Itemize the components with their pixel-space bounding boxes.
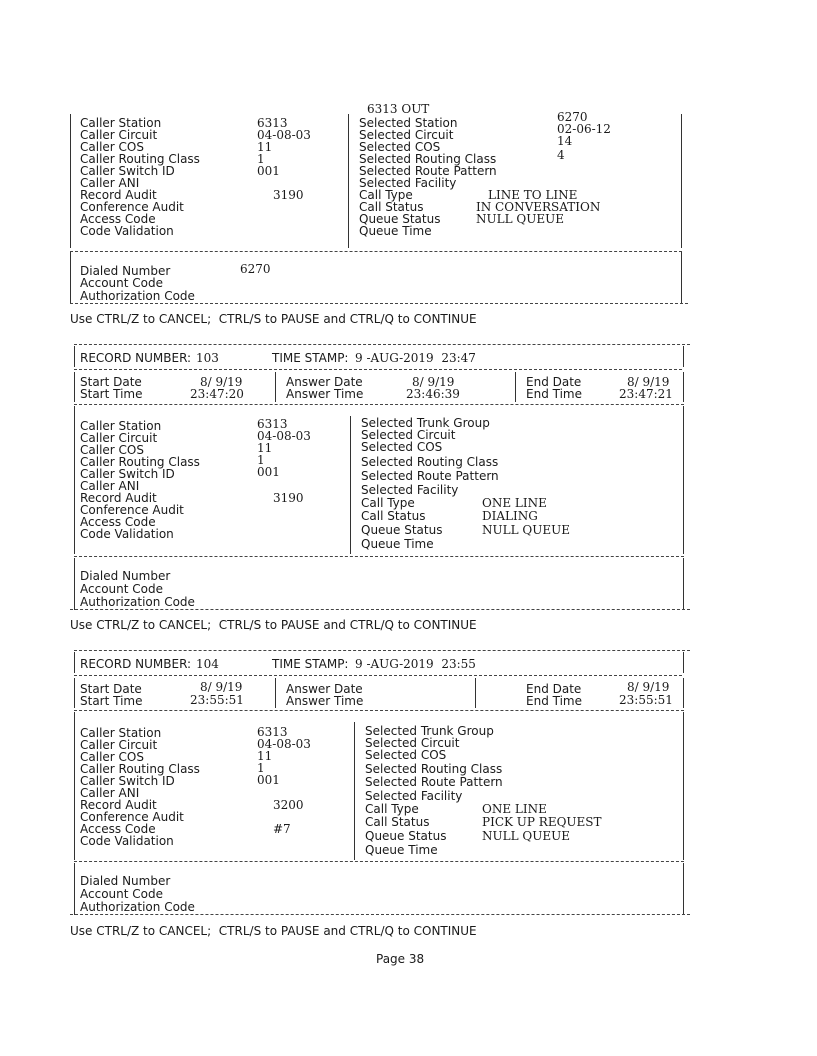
caller-switch-id-value: 001 [257,164,280,178]
code-validation-label: Code Validation [80,527,174,541]
right-border [683,863,684,915]
caller-ani-label: Caller ANI [80,176,140,190]
start-date-label: Start Date [80,375,142,389]
end-time-value: 23:55:51 [619,693,673,707]
caller-switch-id-label: Caller Switch ID [80,164,175,178]
call-type-label: Call Type [365,802,419,816]
left-border [74,712,75,860]
queue-time-label: Queue Time [359,224,432,238]
record-audit-label: Record Audit [80,798,157,812]
time-stamp-label: TIME STAMP: [272,657,349,671]
left-border [70,252,71,304]
authorization-code-label: Authorization Code [80,900,195,914]
call-type-value: ONE LINE [482,802,547,816]
access-code-label: Access Code [80,822,156,836]
left-border [74,652,75,673]
caller-circuit-value: 04-08-03 [257,737,311,751]
section-divider [70,609,690,610]
right-border [683,406,684,554]
record-audit-value: 3190 [273,491,304,505]
start-date-label: Start Date [80,682,142,696]
left-border [74,558,75,610]
record-number-value: 103 [196,351,219,365]
conference-audit-label: Conference Audit [80,503,184,517]
account-code-label: Account Code [80,582,163,596]
end-date-label: End Date [526,682,582,696]
caller-cos-label: Caller COS [80,140,144,154]
caller-routing-class-label: Caller Routing Class [80,455,200,469]
call-status-label: Call Status [361,509,426,523]
block-top-border [74,650,690,651]
caller-cos-value: 11 [257,749,273,763]
selected-route-pattern-label: Selected Route Pattern [359,164,497,178]
end-date-label: End Date [526,375,582,389]
caller-cos-label: Caller COS [80,750,144,764]
call-type-label: Call Type [359,188,413,202]
queue-time-label: Queue Time [361,537,434,551]
queue-status-label: Queue Status [361,523,443,537]
right-border [683,346,684,367]
date-column-divider [515,372,516,402]
selected-header-label: 6313 OUT [367,102,430,116]
continue-prompt: Use CTRL/Z to CANCEL; CTRL/S to PAUSE and CTRL/Q to CONTINUE [70,924,477,938]
selected-routing-class-label: Selected Routing Class [361,455,499,469]
selected-routing-class-value: 4 [557,148,565,162]
continue-prompt: Use CTRL/Z to CANCEL; CTRL/S to PAUSE and CTRL/Q to CONTINUE [70,618,477,632]
record-number-value: 104 [196,657,219,671]
end-date-value: 8/ 9/19 [627,680,670,694]
caller-circuit-value: 04-08-03 [257,128,311,142]
caller-station-label: Caller Station [80,419,162,433]
selected-facility-label: Selected Facility [361,483,459,497]
answer-time-value: 23:46:39 [406,387,460,401]
caller-switch-id-value: 001 [257,773,280,787]
section-divider [74,556,684,557]
answer-date-label: Answer Date [286,682,363,696]
queue-status-value: NULL QUEUE [476,212,564,226]
column-divider [348,114,349,248]
call-status-value: PICK UP REQUEST [482,815,602,829]
call-type-label: Call Type [361,496,415,510]
start-date-value: 8/ 9/19 [200,680,243,694]
caller-station-value: 6313 [257,417,288,431]
dialed-number-label: Dialed Number [80,569,171,583]
selected-cos-value: 14 [557,134,573,148]
selected-cos-label: Selected COS [359,140,441,154]
caller-station-value: 6313 [257,116,288,130]
section-divider [70,303,688,304]
start-time-value: 23:55:51 [190,693,244,707]
selected-station-value: 6270 [557,110,588,124]
selected-circuit-value: 02-06-12 [557,122,611,136]
queue-status-label: Queue Status [365,829,447,843]
time-stamp-label: TIME STAMP: [272,351,349,365]
left-border [74,346,75,367]
caller-routing-class-value: 1 [257,761,265,775]
selected-routing-class-label: Selected Routing Class [359,152,497,166]
selected-route-pattern-label: Selected Route Pattern [361,469,499,483]
authorization-code-label: Authorization Code [80,289,195,303]
selected-trunk-group-label: Selected Trunk Group [361,416,490,430]
call-status-label: Call Status [365,815,430,829]
left-border [74,372,75,402]
caller-routing-class-label: Caller Routing Class [80,762,200,776]
caller-circuit-label: Caller Circuit [80,431,158,445]
section-divider [70,251,682,252]
start-time-label: Start Time [80,694,143,708]
selected-routing-class-label: Selected Routing Class [365,762,503,776]
end-time-value: 23:47:21 [619,387,673,401]
page-number: Page 38 [376,952,425,966]
call-status-value: IN CONVERSATION [476,200,601,214]
conference-audit-label: Conference Audit [80,810,184,824]
left-border [74,863,75,915]
caller-routing-class-value: 1 [257,453,265,467]
right-border [683,652,684,673]
caller-cos-value: 11 [257,140,273,154]
left-border [74,678,75,708]
section-divider [74,369,682,370]
section-divider [70,914,690,915]
caller-routing-class-label: Caller Routing Class [80,152,200,166]
time-stamp-value: 9 -AUG-2019 23:55 [355,657,476,671]
queue-status-value: NULL QUEUE [482,829,570,843]
caller-circuit-label: Caller Circuit [80,738,158,752]
date-column-divider [475,678,476,708]
answer-date-value: 8/ 9/19 [412,375,455,389]
selected-station-label: Selected Station [359,116,458,130]
section-divider [74,861,684,862]
caller-ani-label: Caller ANI [80,479,140,493]
dialed-number-label: Dialed Number [80,264,171,278]
record-audit-value: 3200 [273,798,304,812]
caller-switch-id-label: Caller Switch ID [80,467,175,481]
time-stamp-value: 9 -AUG-2019 23:47 [355,351,476,365]
selected-route-pattern-label: Selected Route Pattern [365,775,503,789]
block-top-border [74,344,690,345]
selected-trunk-group-label: Selected Trunk Group [365,724,494,738]
caller-cos-value: 11 [257,441,273,455]
access-code-value: #7 [273,822,291,836]
caller-circuit-value: 04-08-03 [257,429,311,443]
continue-prompt: Use CTRL/Z to CANCEL; CTRL/S to PAUSE and CTRL/Q to CONTINUE [70,312,477,326]
record-audit-label: Record Audit [80,491,157,505]
selected-facility-label: Selected Facility [359,176,457,190]
selected-facility-label: Selected Facility [365,789,463,803]
call-status-label: Call Status [359,200,424,214]
caller-station-label: Caller Station [80,116,162,130]
call-type-value: ONE LINE [482,496,547,510]
caller-routing-class-value: 1 [257,152,265,166]
record-audit-label: Record Audit [80,188,157,202]
end-time-label: End Time [526,694,582,708]
selected-circuit-label: Selected Circuit [365,736,460,750]
left-border [70,114,71,248]
record-audit-value: 3190 [273,188,304,202]
queue-status-value: NULL QUEUE [482,523,570,537]
selected-cos-label: Selected COS [365,748,447,762]
answer-time-label: Answer Time [286,694,364,708]
date-column-divider [275,372,276,402]
column-divider [350,416,351,554]
answer-date-label: Answer Date [286,375,363,389]
account-code-label: Account Code [80,887,163,901]
caller-circuit-label: Caller Circuit [80,128,158,142]
caller-cos-label: Caller COS [80,443,144,457]
end-date-value: 8/ 9/19 [627,375,670,389]
right-border [683,712,684,860]
column-divider [354,722,355,860]
caller-switch-id-value: 001 [257,465,280,479]
caller-station-value: 6313 [257,725,288,739]
queue-time-label: Queue Time [365,843,438,857]
start-date-value: 8/ 9/19 [200,375,243,389]
selected-circuit-label: Selected Circuit [361,428,456,442]
code-validation-label: Code Validation [80,224,174,238]
call-type-value: LINE TO LINE [488,188,578,202]
start-time-value: 23:47:20 [190,387,244,401]
start-time-label: Start Time [80,387,143,401]
date-column-divider [275,678,276,708]
section-divider [74,675,682,676]
section-divider [74,710,684,711]
end-time-label: End Time [526,387,582,401]
right-border [683,558,684,610]
conference-audit-label: Conference Audit [80,200,184,214]
dialed-number-label: Dialed Number [80,874,171,888]
record-number-label: RECORD NUMBER: [80,657,192,671]
call-status-value: DIALING [482,509,538,523]
account-code-label: Account Code [80,276,163,290]
answer-time-label: Answer Time [286,387,364,401]
section-divider [74,404,684,405]
caller-switch-id-label: Caller Switch ID [80,774,175,788]
caller-ani-label: Caller ANI [80,786,140,800]
authorization-code-label: Authorization Code [80,595,195,609]
left-border [74,406,75,554]
selected-circuit-label: Selected Circuit [359,128,454,142]
record-number-label: RECORD NUMBER: [80,351,192,365]
caller-station-label: Caller Station [80,726,162,740]
code-validation-label: Code Validation [80,834,174,848]
right-border [683,372,684,402]
access-code-label: Access Code [80,212,156,226]
dialed-number-value: 6270 [240,262,271,276]
access-code-label: Access Code [80,515,156,529]
right-border [683,678,684,708]
selected-cos-label: Selected COS [361,440,443,454]
right-border [681,252,682,304]
right-border [681,114,682,248]
queue-status-label: Queue Status [359,212,441,226]
